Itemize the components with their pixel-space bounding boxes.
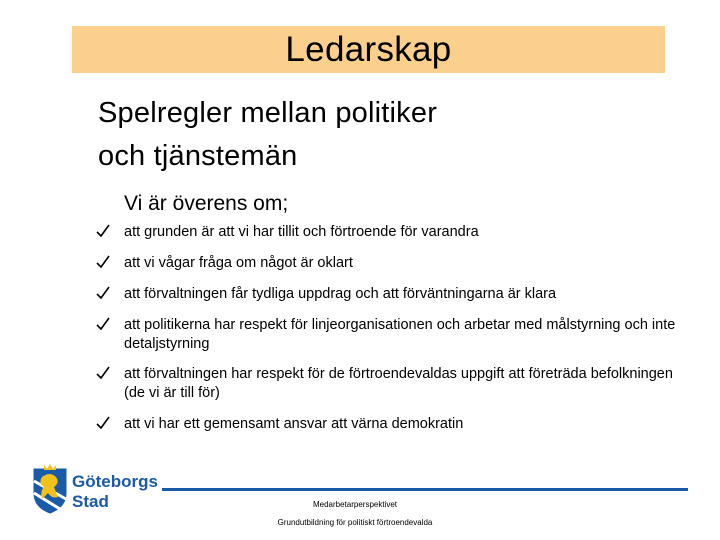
checkmark-icon (96, 316, 110, 332)
bullet-text: att politikerna har respekt för linjeorganisationen och arbetar med målstyrning och inte detaljstyrning (124, 317, 676, 352)
checkmark-icon (96, 415, 110, 431)
bullet-text: att grunden är att vi har tillit och förtroende för varandra (124, 224, 479, 240)
bullet-text: att förvaltningen får tydliga uppdrag och att förväntningarna är klara (124, 286, 557, 302)
checkmark-icon (96, 285, 110, 301)
slide-title: Ledarskap (285, 30, 452, 69)
checkmark-icon (96, 365, 110, 381)
subtitle-line-1: Spelregler mellan politiker (98, 97, 438, 129)
bullet-text: att vi vågar fråga om något är oklart (124, 255, 353, 271)
slide-subtitle (98, 92, 437, 178)
bullet-text: att förvaltningen har respekt för de förtroendevaldas uppgift att företräda befolkningen (de vi är till för) (124, 366, 673, 401)
footer-divider (162, 488, 688, 491)
goteborgs-stad-crest-icon (30, 463, 70, 515)
logo-text-line-2: Stad (72, 492, 109, 511)
bullet-text: att vi har ett gemensamt ansvar att värna demokratin (124, 416, 464, 432)
footer-line-1: Medarbetarperspektivet (312, 500, 398, 509)
subtitle-line-2: och tjänstemän (98, 140, 298, 172)
checkmark-icon (96, 254, 110, 270)
intro-text: Vi är överens om; (124, 192, 289, 215)
goteborgs-stad-logo (30, 463, 160, 515)
logo-text-line-1: Göteborgs (72, 472, 158, 491)
footer-line-2: Grundutbildning för politiskt förtroendevalda (277, 518, 433, 527)
checkmark-icon (96, 223, 110, 239)
